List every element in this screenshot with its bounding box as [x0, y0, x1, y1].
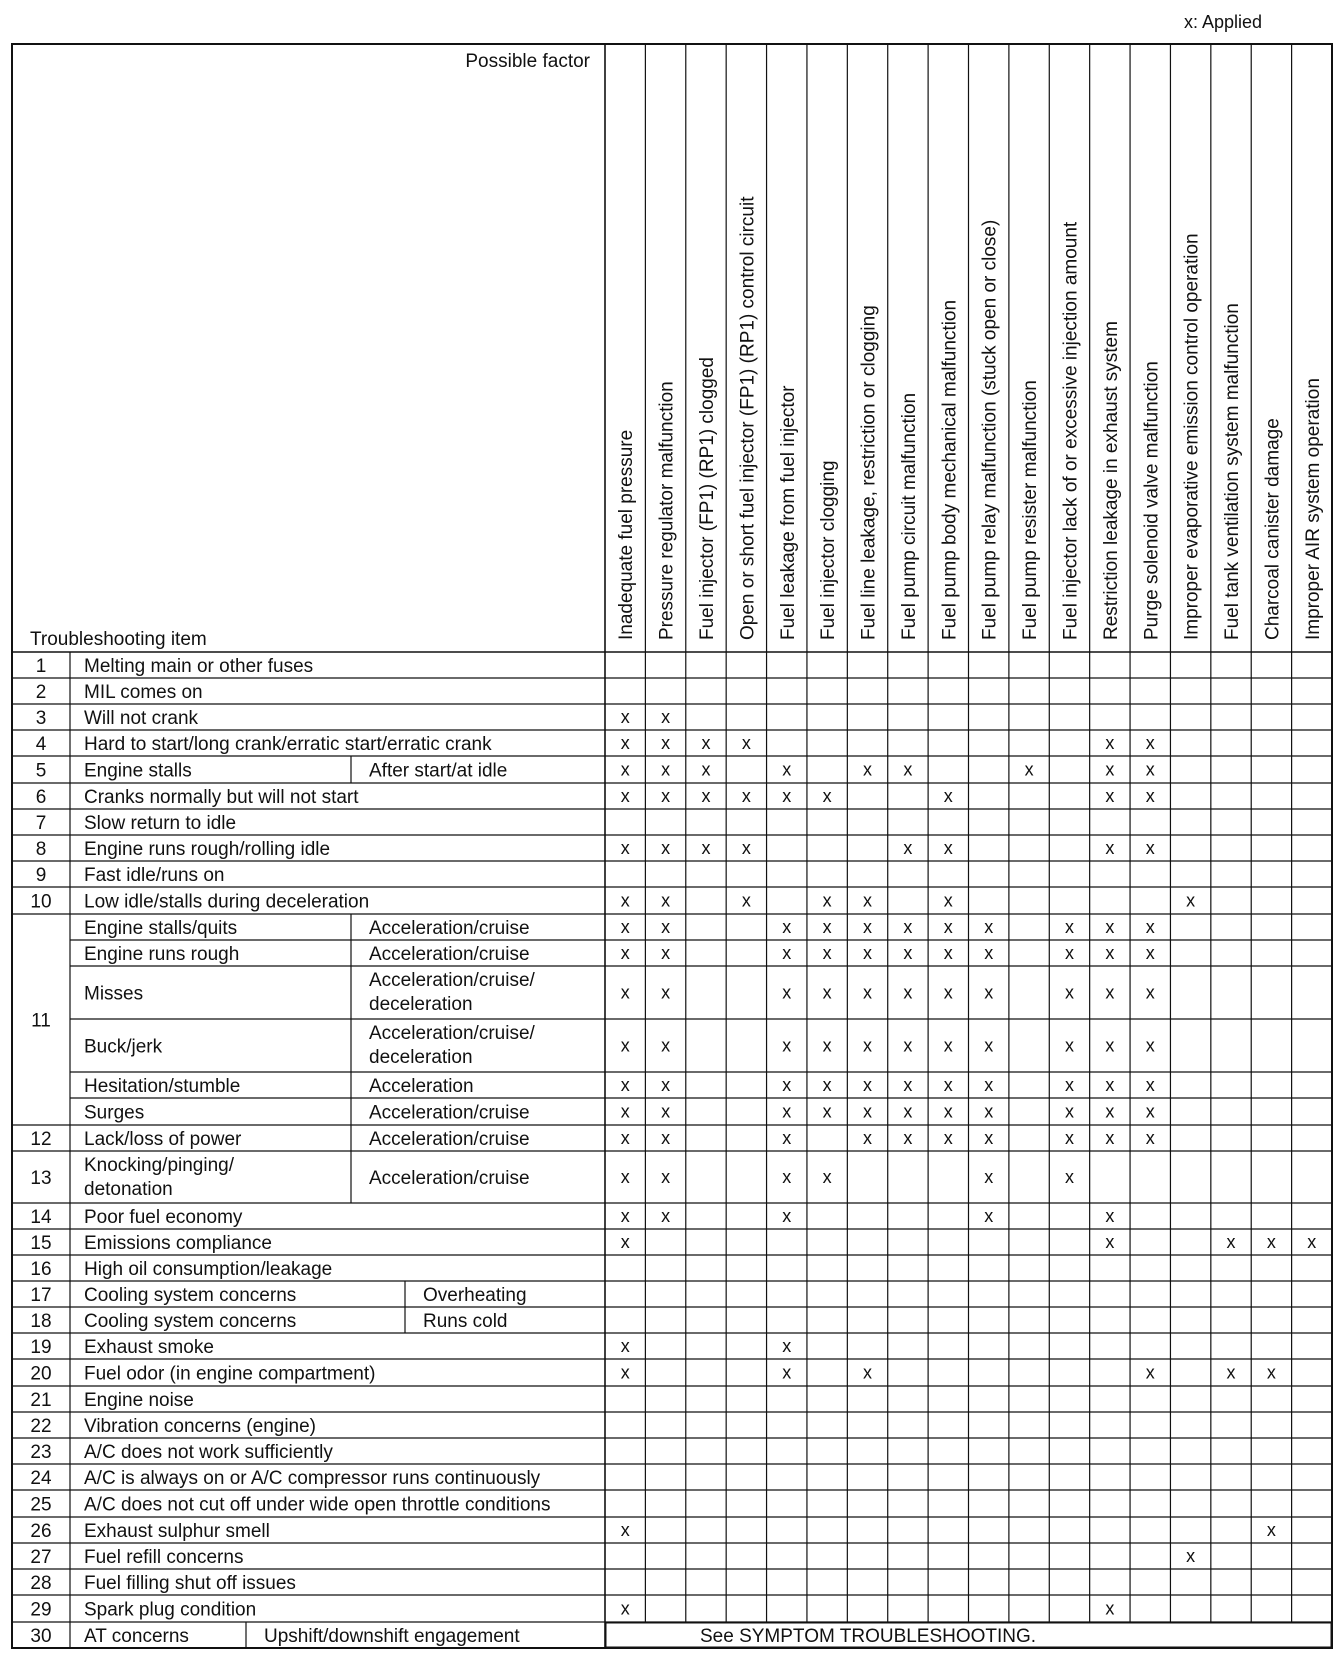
item-text: Fast idle/runs on — [84, 865, 225, 886]
applied-mark: x — [620, 1206, 630, 1226]
applied-mark: x — [822, 982, 832, 1003]
factor-header: Fuel pump relay malfunction (stuck open or close) — [979, 219, 1001, 640]
item-text: Exhaust sulphur smell — [84, 1521, 270, 1542]
factor-header: Fuel injector lack of or excessive injection amount — [1060, 221, 1082, 640]
item-text: Exhaust smoke — [84, 1337, 214, 1358]
item-text: A/C is always on or A/C compressor runs continuously — [84, 1468, 541, 1489]
row-number: 15 — [30, 1233, 52, 1254]
applied-mark: x — [782, 1128, 792, 1148]
applied-mark: x — [620, 943, 630, 963]
applied-mark: x — [661, 1035, 671, 1056]
applied-mark: x — [943, 1075, 953, 1095]
condition-text: Acceleration/cruise — [369, 1102, 530, 1124]
applied-mark: x — [1105, 982, 1115, 1003]
applied-mark: x — [903, 1101, 913, 1122]
applied-mark: x — [1145, 1075, 1155, 1095]
applied-mark: x — [661, 943, 671, 963]
row-number: 3 — [35, 708, 47, 729]
item-text: MIL comes on — [84, 682, 203, 703]
row-number: 17 — [30, 1285, 52, 1306]
row-number: 16 — [30, 1259, 52, 1280]
troubleshooting-item-label: Troubleshooting item — [30, 629, 207, 650]
item-text: Emissions compliance — [84, 1233, 272, 1254]
item-text: Poor fuel economy — [84, 1207, 243, 1228]
applied-mark: x — [1105, 1206, 1115, 1226]
applied-mark: x — [1105, 1232, 1115, 1252]
item-text: A/C does not cut off under wide open throttle conditions — [84, 1494, 551, 1516]
applied-mark: x — [863, 759, 873, 780]
row-number: 2 — [35, 682, 47, 703]
row-number: 1 — [35, 656, 47, 677]
applied-mark: x — [1064, 1128, 1074, 1148]
condition-text: Acceleration/cruise — [369, 944, 530, 965]
applied-mark: x — [620, 1598, 630, 1619]
applied-mark: x — [863, 917, 873, 937]
factor-header: Open or short fuel injector (FP1) (RP1) control circuit — [737, 196, 759, 640]
applied-mark: x — [741, 838, 751, 858]
applied-mark: x — [943, 943, 953, 963]
applied-mark: x — [741, 733, 751, 753]
applied-mark: x — [1145, 917, 1155, 937]
factor-header: Improper AIR system operation — [1302, 378, 1324, 640]
applied-mark: x — [984, 1101, 994, 1122]
item-text: Buck/jerk — [84, 1036, 163, 1058]
applied-mark: x — [863, 1035, 873, 1056]
applied-mark: x — [984, 1167, 994, 1187]
row-number: 29 — [30, 1599, 52, 1621]
applied-mark: x — [1105, 838, 1115, 858]
applied-mark: x — [1064, 1101, 1074, 1122]
row-number: 8 — [35, 839, 47, 860]
item-text: Misses — [84, 983, 144, 1005]
item-text: Engine stalls/quits — [84, 918, 238, 939]
row-number: 24 — [30, 1468, 52, 1489]
applied-mark: x — [620, 838, 630, 858]
applied-mark: x — [1266, 1232, 1276, 1252]
factor-header: Fuel pump body mechanical malfunction — [939, 299, 961, 640]
applied-mark: x — [1105, 759, 1115, 780]
applied-mark: x — [903, 982, 913, 1003]
applied-mark: x — [1105, 1128, 1115, 1148]
applied-mark: x — [822, 917, 832, 937]
applied-mark: x — [1105, 1598, 1115, 1619]
applied-mark: x — [620, 1101, 630, 1122]
applied-mark: x — [943, 982, 953, 1003]
factor-header: Pressure regulator malfunction — [656, 381, 678, 640]
applied-mark: x — [701, 733, 711, 753]
applied-mark: x — [984, 1075, 994, 1095]
applied-mark: x — [903, 1075, 913, 1095]
applied-mark: x — [661, 1075, 671, 1095]
possible-factor-label: Possible factor — [465, 51, 590, 72]
applied-mark: x — [782, 759, 792, 780]
legend: x: Applied — [1183, 12, 1262, 32]
applied-mark: x — [943, 838, 953, 858]
condition-text: Upshift/downshift engagement — [264, 1626, 520, 1647]
row-number: 22 — [30, 1416, 52, 1437]
applied-mark: x — [701, 838, 711, 858]
item-text: Spark plug condition — [84, 1599, 257, 1621]
applied-mark: x — [863, 890, 873, 911]
applied-mark: x — [620, 707, 630, 727]
applied-mark: x — [1105, 1035, 1115, 1056]
applied-mark: x — [1145, 1128, 1155, 1148]
item-text: Vibration concerns (engine) — [84, 1416, 317, 1437]
applied-mark: x — [661, 1206, 671, 1226]
condition-text: Acceleration/cruise/ — [369, 970, 535, 991]
applied-mark: x — [1145, 786, 1155, 806]
applied-mark: x — [620, 917, 630, 937]
applied-mark: x — [863, 943, 873, 963]
applied-mark: x — [903, 838, 913, 858]
applied-mark: x — [984, 1128, 994, 1148]
condition-text: deceleration — [369, 994, 473, 1015]
applied-mark: x — [701, 786, 711, 806]
note-text: See SYMPTOM TROUBLESHOOTING. — [700, 1626, 1037, 1647]
applied-mark: x — [1145, 1101, 1155, 1122]
applied-mark: x — [782, 917, 792, 937]
item-text: Fuel refill concerns — [84, 1547, 244, 1568]
item-text: Cooling system concerns — [84, 1285, 297, 1306]
condition-text: Acceleration — [369, 1076, 474, 1097]
applied-mark: x — [661, 917, 671, 937]
item-text: Hard to start/long crank/erratic start/erratic crank — [84, 734, 492, 755]
item-text: Lack/loss of power — [84, 1129, 242, 1150]
applied-mark: x — [782, 943, 792, 963]
row-number: 28 — [30, 1573, 52, 1594]
applied-mark: x — [1145, 838, 1155, 858]
row-number: 10 — [30, 891, 52, 913]
applied-mark: x — [661, 838, 671, 858]
applied-mark: x — [1064, 917, 1074, 937]
applied-mark: x — [1105, 1101, 1115, 1122]
applied-mark: x — [863, 1362, 873, 1383]
applied-mark: x — [863, 1128, 873, 1148]
applied-mark: x — [822, 1075, 832, 1095]
condition-text: After start/at idle — [369, 760, 508, 782]
condition-text: deceleration — [369, 1047, 473, 1068]
applied-mark: x — [984, 917, 994, 937]
row-number: 25 — [30, 1494, 52, 1516]
applied-mark: x — [903, 759, 913, 780]
applied-mark: x — [1024, 759, 1034, 780]
row-number: 9 — [35, 865, 47, 886]
applied-mark: x — [782, 1035, 792, 1056]
applied-mark: x — [782, 1336, 792, 1356]
applied-mark: x — [943, 890, 953, 911]
applied-mark: x — [984, 1035, 994, 1056]
row-number: 7 — [35, 813, 47, 834]
applied-mark: x — [620, 786, 630, 806]
applied-mark: x — [984, 1206, 994, 1226]
applied-mark: x — [741, 786, 751, 806]
item-text: Cooling system concerns — [84, 1311, 297, 1332]
applied-mark: x — [620, 1336, 630, 1356]
item-text: Slow return to idle — [84, 813, 237, 834]
factor-header: Charcoal canister damage — [1262, 418, 1284, 640]
factor-header: Inadequate fuel pressure — [616, 429, 638, 640]
applied-mark: x — [903, 1128, 913, 1148]
applied-mark: x — [1105, 733, 1115, 753]
applied-mark: x — [701, 759, 711, 780]
applied-mark: x — [782, 1206, 792, 1226]
factor-header: Fuel injector (FP1) (RP1) clogged — [696, 357, 718, 640]
applied-mark: x — [620, 1167, 630, 1187]
applied-mark: x — [943, 1101, 953, 1122]
item-text: Fuel filling shut off issues — [84, 1573, 296, 1594]
factor-header: Fuel leakage from fuel injector — [777, 385, 799, 640]
row-number: 30 — [30, 1626, 52, 1647]
applied-mark: x — [822, 1167, 832, 1187]
applied-mark: x — [1105, 917, 1115, 937]
applied-mark: x — [1064, 1075, 1074, 1095]
factor-header: Restriction leakage in exhaust system — [1100, 321, 1122, 640]
applied-mark: x — [620, 1520, 630, 1540]
item-text: AT concerns — [84, 1626, 189, 1647]
row-number: 11 — [31, 1010, 51, 1032]
applied-mark: x — [822, 1101, 832, 1122]
factor-header: Fuel pump circuit malfunction — [898, 392, 920, 640]
applied-mark: x — [661, 982, 671, 1003]
applied-mark: x — [782, 1362, 792, 1383]
applied-mark: x — [1266, 1362, 1276, 1383]
item-text: Engine runs rough/rolling idle — [84, 839, 331, 860]
applied-mark: x — [1145, 759, 1155, 780]
item-text: Fuel odor (in engine compartment) — [84, 1363, 376, 1385]
applied-mark: x — [1105, 1075, 1115, 1095]
applied-mark: x — [620, 1075, 630, 1095]
condition-text: Overheating — [423, 1285, 527, 1306]
item-text: Hesitation/stumble — [84, 1076, 241, 1097]
applied-mark: x — [661, 890, 671, 911]
applied-mark: x — [1186, 890, 1196, 911]
row-number: 27 — [30, 1547, 52, 1568]
factor-header: Improper evaporative emission control operation — [1181, 233, 1203, 640]
applied-mark: x — [620, 982, 630, 1003]
item-text: Engine stalls — [84, 760, 192, 782]
applied-mark: x — [620, 1362, 630, 1383]
applied-mark: x — [1226, 1232, 1236, 1252]
applied-mark: x — [863, 982, 873, 1003]
applied-mark: x — [620, 890, 630, 911]
row-number: 26 — [30, 1521, 52, 1542]
applied-mark: x — [863, 1101, 873, 1122]
applied-mark: x — [1064, 1035, 1074, 1056]
applied-mark: x — [661, 759, 671, 780]
applied-mark: x — [822, 890, 832, 911]
row-number: 13 — [30, 1168, 52, 1189]
item-text: Low idle/stalls during deceleration — [84, 891, 370, 913]
applied-mark: x — [1105, 786, 1115, 806]
applied-mark: x — [903, 943, 913, 963]
applied-mark: x — [984, 943, 994, 963]
item-text: detonation — [84, 1179, 173, 1200]
applied-mark: x — [1064, 943, 1074, 963]
item-text: Knocking/pinging/ — [84, 1155, 234, 1176]
applied-mark: x — [782, 1101, 792, 1122]
applied-mark: x — [620, 759, 630, 780]
applied-mark: x — [943, 917, 953, 937]
condition-text: Acceleration/cruise/ — [369, 1023, 535, 1044]
row-number: 6 — [35, 787, 47, 808]
applied-mark: x — [661, 707, 671, 727]
applied-mark: x — [1105, 943, 1115, 963]
condition-text: Runs cold — [423, 1311, 508, 1332]
row-number: 18 — [30, 1311, 52, 1332]
applied-mark: x — [1307, 1232, 1317, 1252]
applied-mark: x — [661, 1167, 671, 1187]
row-number: 20 — [30, 1363, 52, 1385]
applied-mark: x — [1064, 1167, 1074, 1187]
item-text: Engine runs rough — [84, 944, 240, 965]
item-text: High oil consumption/leakage — [84, 1259, 333, 1280]
applied-mark: x — [822, 943, 832, 963]
factor-header: Fuel line leakage, restriction or clogging — [858, 305, 880, 640]
item-text: Engine noise — [84, 1390, 194, 1411]
condition-text: Acceleration/cruise — [369, 1129, 530, 1150]
row-number: 19 — [30, 1337, 52, 1358]
applied-mark: x — [1145, 733, 1155, 753]
applied-mark: x — [1064, 982, 1074, 1003]
item-text: Cranks normally but will not start — [84, 787, 359, 808]
condition-text: Acceleration/cruise — [369, 918, 530, 939]
applied-mark: x — [1145, 1035, 1155, 1056]
row-number: 14 — [30, 1207, 52, 1228]
applied-mark: x — [943, 786, 953, 806]
applied-mark: x — [782, 982, 792, 1003]
row-number: 12 — [30, 1129, 52, 1150]
applied-mark: x — [782, 786, 792, 806]
factor-header: Purge solenoid valve malfunction — [1141, 361, 1163, 640]
applied-mark: x — [1266, 1520, 1276, 1540]
applied-mark: x — [863, 1075, 873, 1095]
applied-mark: x — [782, 1075, 792, 1095]
applied-mark: x — [661, 1101, 671, 1122]
applied-mark: x — [903, 1035, 913, 1056]
factor-header: Fuel pump resister malfunction — [1020, 380, 1042, 640]
item-text: Surges — [84, 1102, 145, 1124]
applied-mark: x — [1145, 1362, 1155, 1383]
applied-mark: x — [620, 1128, 630, 1148]
applied-mark: x — [1186, 1546, 1196, 1566]
applied-mark: x — [661, 786, 671, 806]
item-text: Will not crank — [84, 708, 199, 729]
applied-mark: x — [943, 1128, 953, 1148]
factor-header: Fuel tank ventilation system malfunction — [1222, 303, 1244, 640]
row-number: 21 — [30, 1390, 52, 1411]
applied-mark: x — [1145, 982, 1155, 1003]
applied-mark: x — [1226, 1362, 1236, 1383]
applied-mark: x — [782, 1167, 792, 1187]
applied-mark: x — [620, 1035, 630, 1056]
item-text: A/C does not work sufficiently — [84, 1442, 333, 1463]
factor-header: Fuel injector clogging — [818, 460, 840, 640]
item-text: Melting main or other fuses — [84, 656, 314, 677]
applied-mark: x — [822, 1035, 832, 1056]
applied-mark: x — [620, 733, 630, 753]
row-number: 23 — [30, 1442, 52, 1463]
applied-mark: x — [984, 982, 994, 1003]
applied-mark: x — [943, 1035, 953, 1056]
applied-mark: x — [661, 733, 671, 753]
condition-text: Acceleration/cruise — [369, 1168, 530, 1189]
applied-mark: x — [741, 890, 751, 911]
row-number: 5 — [35, 760, 47, 782]
applied-mark: x — [661, 1128, 671, 1148]
applied-mark: x — [1145, 943, 1155, 963]
applied-mark: x — [620, 1232, 630, 1252]
applied-mark: x — [903, 917, 913, 937]
row-number: 4 — [35, 734, 47, 755]
applied-mark: x — [822, 786, 832, 806]
